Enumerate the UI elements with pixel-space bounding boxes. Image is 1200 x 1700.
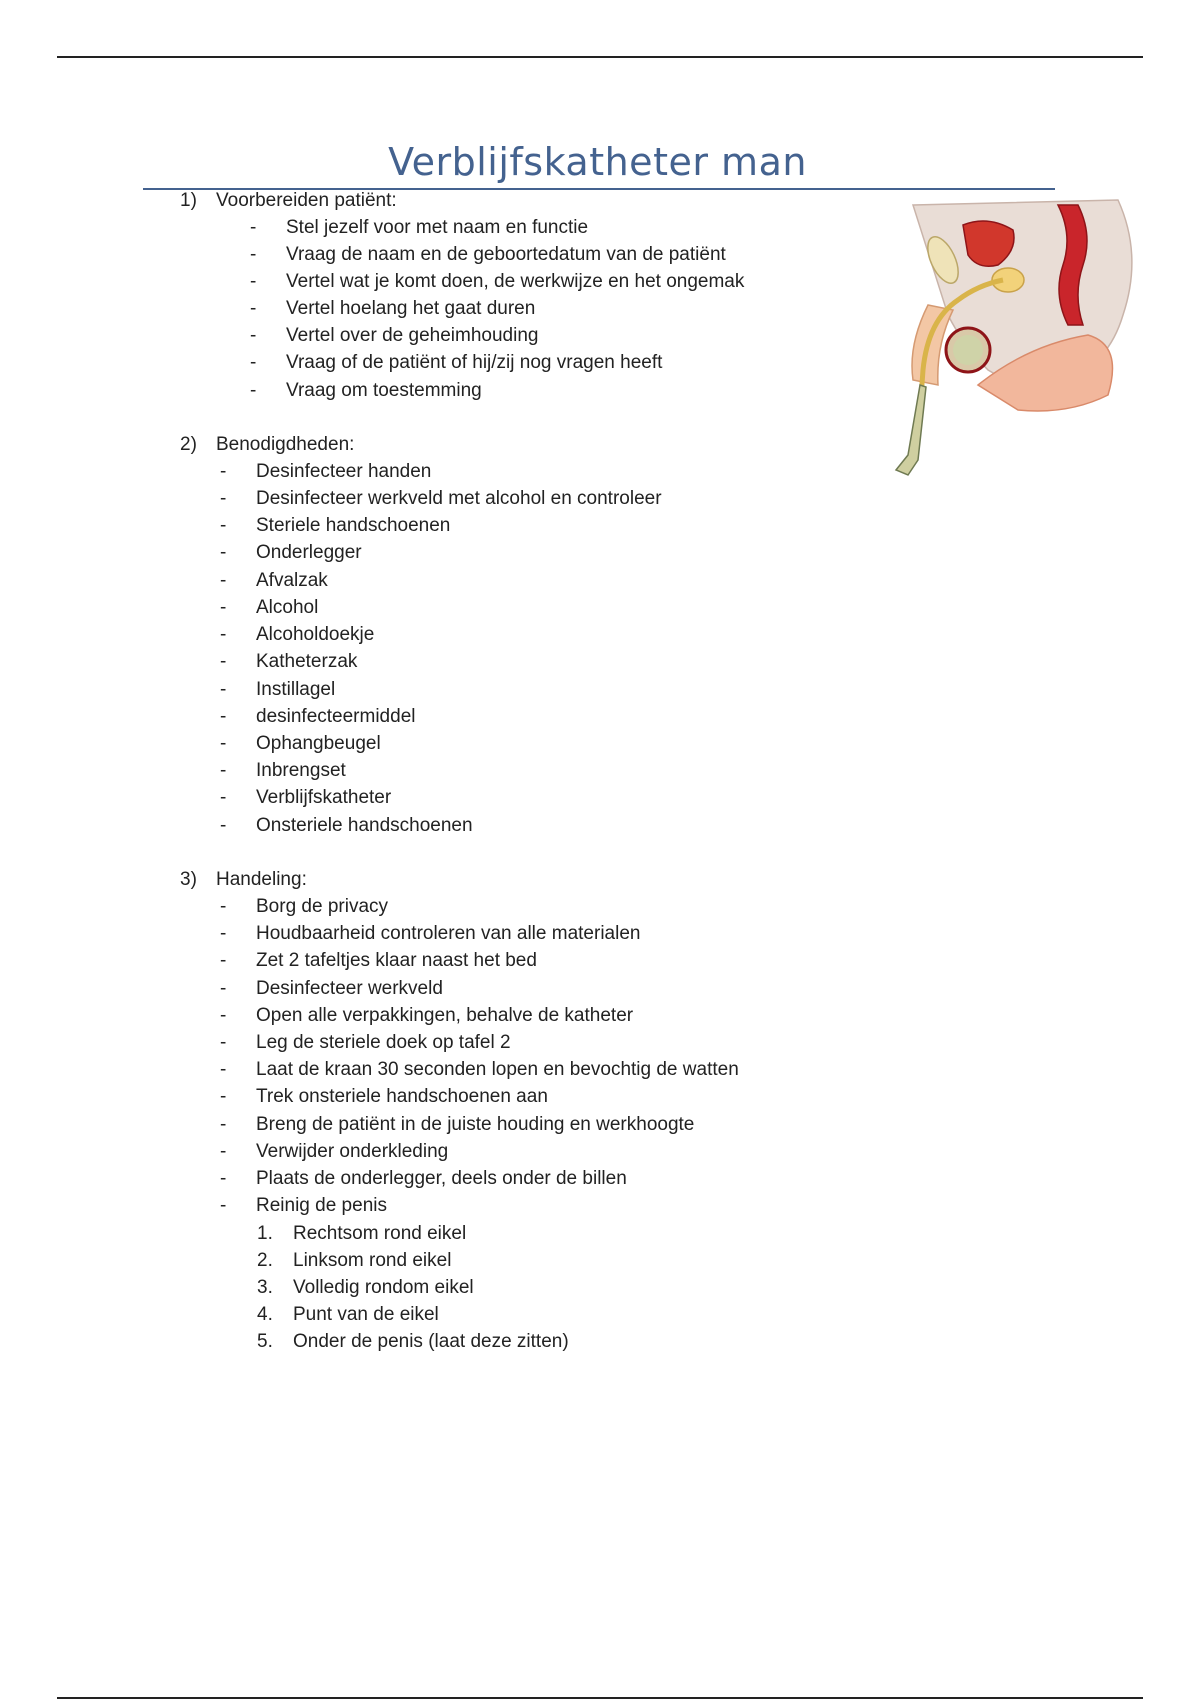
list-item: - Inbrengset [220,760,346,781]
list-item: - Vraag om toestemming [250,380,482,401]
list-item: - Laat de kraan 30 seconden lopen en bevochtig de watten [220,1059,739,1080]
list-item: - Vertel over de geheimhouding [250,325,539,346]
list-item: - Onsteriele handschoenen [220,815,473,836]
list-item: - Reinig de penis [220,1195,387,1216]
section-title: Voorbereiden patiënt: [216,190,397,211]
section-title: Handeling: [216,869,307,890]
section-heading-3 [180,869,307,891]
header-rule [57,56,1143,58]
list-item: - Afvalzak [220,570,328,591]
list-item: - Vertel wat je komt doen, de werkwijze en het ongemak [250,271,745,292]
list-item: - Ophangbeugel [220,733,381,754]
list-item: - Instillagel [220,679,336,700]
list-item: - Desinfecteer werkveld met alcohol en controleer [220,488,662,509]
list-item: - Katheterzak [220,651,358,672]
numbered-item: 1. Rechtsom rond eikel [257,1223,467,1244]
list-item: - Breng de patiënt in de juiste houding en werkhoogte [220,1114,695,1135]
numbered-item: 5. Onder de penis (laat deze zitten) [257,1331,569,1352]
numbered-item: 3. Volledig rondom eikel [257,1277,474,1298]
section-heading-1 [180,190,397,212]
list-item: - Vertel hoelang het gaat duren [250,298,536,319]
list-item: - Vraag of de patiënt of hij/zij nog vragen heeft [250,352,663,373]
catheter-anatomy-illustration [868,195,1143,495]
list-item: - Verblijfskatheter [220,787,392,808]
section-title: Benodigdheden: [216,434,355,455]
list-item: - Houdbaarheid controleren van alle materialen [220,923,641,944]
list-item: - desinfecteermiddel [220,706,416,727]
list-item: - Trek onsteriele handschoenen aan [220,1086,548,1107]
section-number: 2) [180,434,197,455]
list-item: - Desinfecteer werkveld [220,978,443,999]
list-item: - Desinfecteer handen [220,461,432,482]
list-item: - Open alle verpakkingen, behalve de katheter [220,1005,634,1026]
list-item: - Vraag de naam en de geboortedatum van de patiënt [250,244,726,265]
section-number: 1) [180,190,197,211]
list-item: - Borg de privacy [220,896,389,917]
list-item: - Plaats de onderlegger, deels onder de billen [220,1168,627,1189]
list-item: - Alcoholdoekje [220,624,375,645]
list-item: - Stel jezelf voor met naam en functie [250,217,589,238]
numbered-item: 4. Punt van de eikel [257,1304,439,1325]
list-item: - Leg de steriele doek op tafel 2 [220,1032,511,1053]
list-item: - Zet 2 tafeltjes klaar naast het bed [220,950,537,971]
footer-rule [57,1697,1143,1699]
numbered-item: 2. Linksom rond eikel [257,1250,452,1271]
list-item: - Steriele handschoenen [220,515,451,536]
section-heading-2 [180,434,354,456]
list-item: - Onderlegger [220,542,362,563]
page-title: Verblijfskatheter man [388,140,807,184]
list-item: - Alcohol [220,597,319,618]
list-item: - Verwijder onderkleding [220,1141,449,1162]
section-number: 3) [180,869,197,890]
